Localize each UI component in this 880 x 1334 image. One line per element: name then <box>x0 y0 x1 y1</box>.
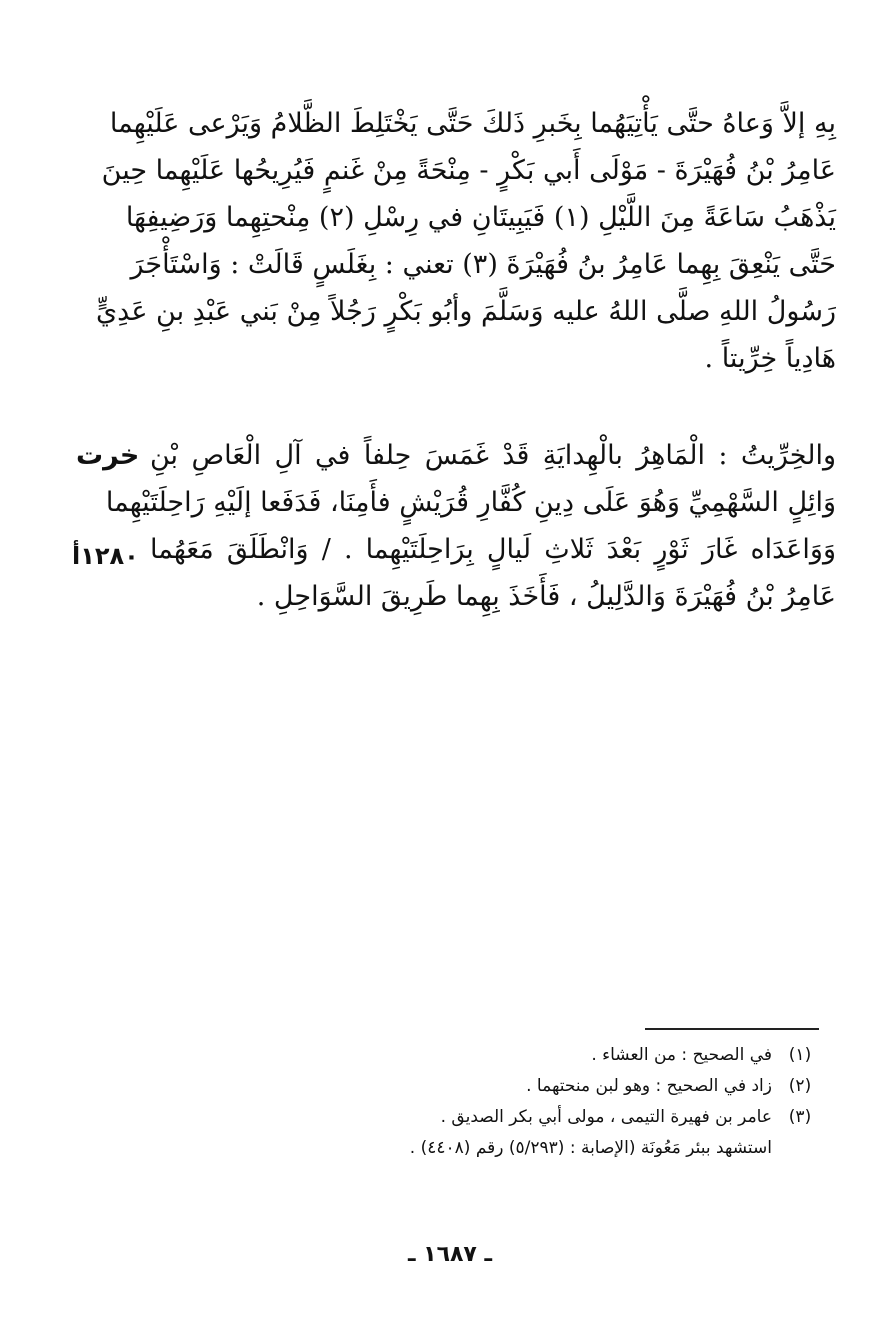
text-line: يَذْهَبُ سَاعَةً مِنَ اللَّيْلِ (١) فَيَبِيتَانِ في رِسْلِ (٢) مِنْحتِهِما وَرَضِيفِهَا <box>125 202 836 233</box>
footnote-text: زاد في الصحيح : وهو لبن منحتهما . <box>526 1076 772 1096</box>
footnote-number: (٣) <box>788 1107 812 1127</box>
page-number: ـ ١٦٨٧ ـ <box>407 1242 493 1267</box>
footnote-item <box>240 1102 828 1133</box>
text-line: والخِرِّيتُ : الْمَاهِرُ بالْهِدايَةِ قَدْ غَمَسَ حِلفاً في آلِ الْعَاصِ بْنِ <box>150 440 836 471</box>
text-line: هَادِياً خِرِّيتاً . <box>704 343 836 374</box>
footnote-text: عامر بن فهيرة التيمى ، مولى أبي بكر الصديق . <box>440 1107 772 1127</box>
footnote-number: (١) <box>788 1045 812 1065</box>
margin-reference: ١٢٨٠أ <box>72 542 139 570</box>
text-line: عَامِرُ بْنُ فُهَيْرَةَ - مَوْلَى أَبي بَكْرٍ - مِنْحَةً مِنْ غَنمٍ فَيُرِيحُها عَلَيْهِما حِينَ <box>101 155 836 186</box>
main-paragraph-1 <box>96 100 836 382</box>
footnote-number <box>772 1133 828 1164</box>
text-line: وَائِلٍ السَّهْمِيِّ وَهُوَ عَلَى دِينِ كُفَّارِ قُرَيْشٍ فأَمِنَا، فَدَفَعا إلَيْهِ رَاحِلَتَيْهِما <box>105 487 836 518</box>
footnote-divider <box>645 1028 819 1030</box>
text-line: رَسُولُ اللهِ صلَّى اللهُ عليه وَسَلَّمَ وأبُو بَكْرٍ رَجُلاً مِنْ بَني عَبْدِ بنِ عَدِيٍّ <box>96 296 836 327</box>
margin-keyword: خرت <box>76 440 140 471</box>
footnotes <box>240 1040 828 1164</box>
text-line: بِهِ إلاَّ وَعاهُ حتَّى يَأْتِيَهُما بِخَبرِ ذَلكَ حَتَّى يَخْتَلِطَ الظَّلامُ وَيَرْعى عَلَيْهِما <box>109 108 836 139</box>
text-line: عَامِرُ بْنُ فُهَيْرَةَ وَالدَّلِيلُ ، فَأَخَذَ بِهِما طَرِيقَ السَّوَاحِلِ . <box>256 581 836 612</box>
text-line: حَتَّى يَنْعِقَ بِهِما عَامِرُ بنُ فُهَيْرَةَ (٣) تعني : بِغَلَسٍ قَالَتْ : وَاسْتَأْجَرَ <box>130 249 836 280</box>
footnote-item <box>240 1071 828 1102</box>
footnote-number: (٢) <box>788 1076 812 1096</box>
footnote-item <box>240 1040 828 1071</box>
footnote-text: استشهد ببئر مَعُونَة (الإصابة : (٥/٢٩٣) رقم (٤٤٠٨) . <box>409 1138 772 1158</box>
text-line: وَوَاعَدَاه غَارَ ثَوْرٍ بَعْدَ ثَلاثِ لَيالٍ بِرَاحِلَتَيْهِما . / وَانْطَلَقَ مَعَهُما <box>150 534 836 565</box>
footnote-text: في الصحيح : من العشاء . <box>591 1045 772 1065</box>
footnote-item <box>240 1133 828 1164</box>
